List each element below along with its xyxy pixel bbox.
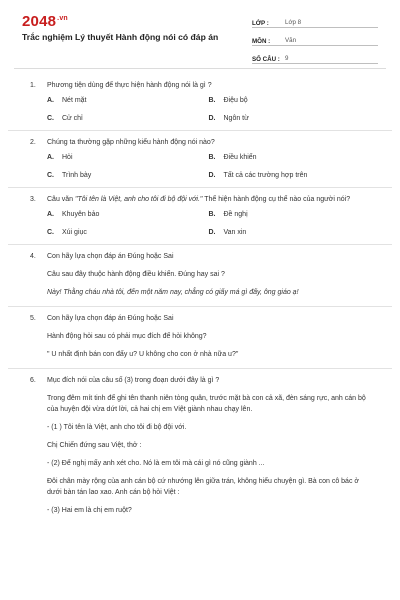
option-d[interactable] — [209, 172, 371, 179]
logo-main: 2048 — [22, 13, 57, 30]
question-number: 6. — [30, 377, 36, 384]
question-text — [47, 194, 370, 205]
quoted-sentence: "Tôi tên là Việt, anh cho tôi đi bộ đội với." — [75, 196, 203, 203]
option-text: Van xin — [223, 229, 247, 236]
question-6 — [8, 369, 392, 524]
option-text: Nét mặt — [62, 97, 87, 104]
question-3 — [8, 188, 392, 245]
option-text: Điệu bộ — [223, 97, 248, 104]
question-1 — [8, 74, 392, 131]
passage-paragraph: - (2) Để nghị mấy anh xét cho. Nó là em tôi mà cái gì nó cũng giành ... — [47, 460, 265, 467]
passage-paragraph: - (3) Hai em là chị em ruột? — [47, 507, 132, 514]
statement-quote: Này! Thằng cháu nhà tôi, đến một năm nay, chẳng có giấy má gì đấy, ông giáo ạ! — [47, 289, 299, 296]
option-letter: D. — [208, 115, 216, 122]
statement-prompt: Hành động hỏi sau có phải mục đích để hỏi không? — [47, 333, 207, 340]
meta-value: 9 — [285, 55, 289, 62]
option-b[interactable] — [209, 154, 371, 161]
option-letter: A. — [47, 97, 54, 104]
question-text-lead: Câu văn — [47, 196, 76, 203]
option-text: Điều khiển — [223, 154, 257, 161]
option-c[interactable] — [47, 229, 209, 236]
option-letter: C. — [47, 229, 54, 236]
question-text: Chúng ta thường gặp những kiểu hành động nói nào? — [47, 139, 215, 146]
option-d[interactable] — [209, 229, 371, 236]
statement-quote: " U nhất định bán con đấy u? U không cho con ở nhà nữa u?" — [47, 351, 239, 358]
meta-value: Văn — [285, 37, 297, 44]
meta-row-count — [252, 50, 378, 64]
option-letter: A. — [47, 211, 54, 218]
passage-paragraph: - (1 ) Tôi tên là Việt, anh cho tôi đi bộ đội với. — [47, 424, 187, 431]
question-5 — [8, 307, 392, 369]
option-d[interactable] — [209, 115, 371, 122]
question-2 — [8, 131, 392, 188]
meta-key: LỚP : — [252, 20, 269, 27]
option-letter: C. — [47, 115, 54, 122]
option-letter: C. — [47, 172, 54, 179]
option-letter: D. — [208, 229, 216, 236]
option-b[interactable] — [209, 97, 371, 104]
document-meta — [252, 14, 378, 68]
passage-paragraph: Trong đêm mít tinh để ghi tên thanh niên tòng quân, trước mặt bà con cả xã, đèn sáng rực, anh cán bộ của huyện đội vừa dứt lời, cả hai chị em Việt giành nhau chạy lên. — [47, 395, 366, 413]
option-text: Hỏi — [62, 154, 73, 161]
option-a[interactable] — [47, 211, 209, 218]
option-c[interactable] — [47, 172, 209, 179]
header-divider — [14, 68, 386, 69]
option-text: Khuyên bảo — [62, 211, 100, 218]
site-logo[interactable] — [22, 13, 68, 30]
meta-key: MÔN : — [252, 38, 271, 45]
option-letter: B. — [208, 97, 216, 104]
option-a[interactable] — [47, 154, 209, 161]
document-header — [0, 0, 400, 64]
question-text: Mục đích nói của câu số (3) trong đoạn dưới đây là gì ? — [47, 377, 220, 384]
question-text: Con hãy lựa chọn đáp án Đúng hoặc Sai — [47, 253, 174, 260]
meta-row-grade — [252, 14, 378, 28]
option-text: Xúi giục — [62, 229, 87, 236]
question-text: Phương tiện dùng để thực hiện hành động nói là gì ? — [47, 82, 212, 89]
passage-paragraph: Đôi chân mày rộng của anh cán bộ cứ nhướng lên giữa trán, không hiểu chuyện gì. Bà con cô bác ở dưới bàn tán lao xao. Anh cán bộ hỏi Việt : — [47, 478, 359, 496]
question-number: 5. — [30, 315, 36, 322]
option-text: Đề nghị — [223, 211, 248, 218]
question-number: 4. — [30, 253, 36, 260]
option-grid — [47, 97, 370, 122]
option-b[interactable] — [209, 211, 371, 218]
document-title: Trắc nghiệm Lý thuyết Hành động nói có đáp án — [22, 32, 219, 42]
statement-prompt: Câu sau đây thuộc hành động điều khiển. Đúng hay sai ? — [47, 271, 225, 278]
option-letter: B. — [208, 211, 216, 218]
question-text-tail: Thể hiện hành động cụ thể nào của người nói? — [202, 196, 351, 203]
meta-key: SỐ CÂU : — [252, 56, 280, 63]
question-4 — [8, 245, 392, 307]
question-number: 1. — [30, 82, 36, 89]
question-number: 2. — [30, 139, 36, 146]
option-grid — [47, 154, 370, 179]
passage-paragraph: Chị Chiến đứng sau Việt, thở : — [47, 442, 142, 449]
logo-suffix: .vn — [57, 15, 68, 22]
option-text: Tất cả các trường hợp trên — [223, 172, 308, 179]
meta-row-subject — [252, 32, 378, 46]
option-letter: B. — [208, 154, 216, 161]
question-list — [0, 74, 400, 524]
option-text: Trình bày — [62, 172, 92, 179]
question-number: 3. — [30, 196, 36, 203]
option-letter: D. — [208, 172, 216, 179]
option-c[interactable] — [47, 115, 209, 122]
meta-value: Lớp 8 — [285, 19, 302, 26]
option-text: Ngôn từ — [223, 115, 249, 122]
question-text: Con hãy lựa chọn đáp án Đúng hoặc Sai — [47, 315, 174, 322]
option-grid — [47, 211, 370, 236]
option-a[interactable] — [47, 97, 209, 104]
option-text: Cử chỉ — [62, 115, 83, 122]
option-letter: A. — [47, 154, 54, 161]
